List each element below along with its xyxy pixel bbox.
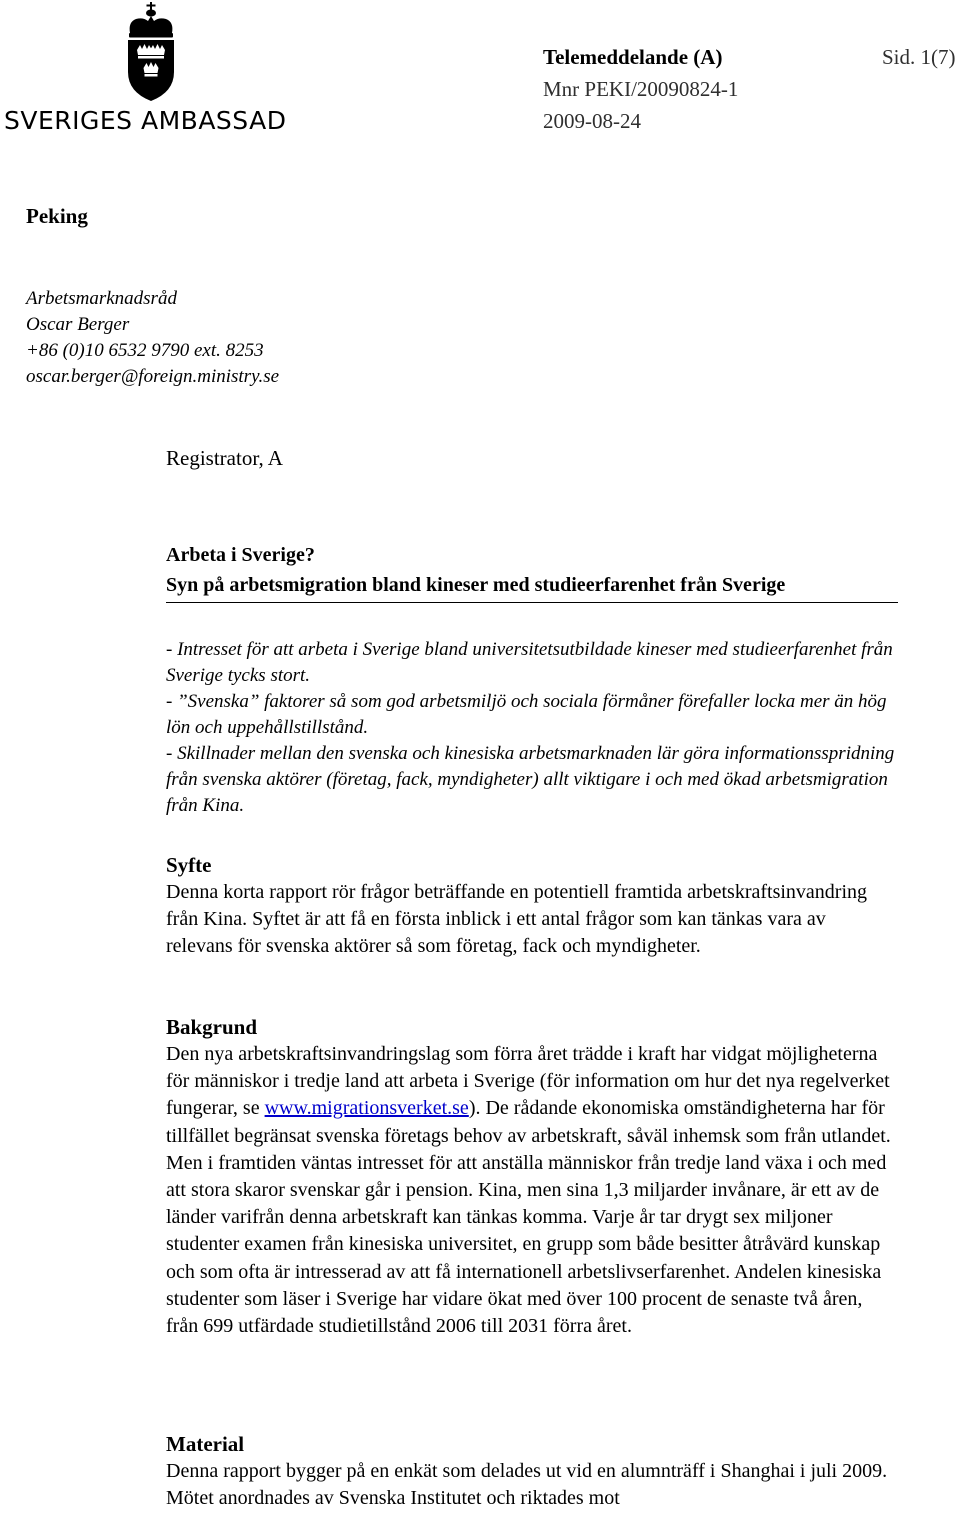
section-body: [166, 1041, 896, 1340]
section-bakgrund: [166, 1014, 896, 1340]
section-heading: Syfte: [166, 853, 212, 877]
section-body: Denna korta rapport rör frågor beträffande en potentiell framtida arbetskraftsinvandring från Kina. Syftet är att få en första inblick i ett antal frågor som kan tänkas vara av relevans för svenska aktörer så som företag, fack och myndigheter.: [166, 881, 868, 958]
subject-line-2: Syn på arbetsmigration bland kineser med studieerfarenhet från Sverige: [166, 574, 786, 596]
sender-location: Peking: [26, 204, 88, 228]
contact-phone: +86 (0)10 6532 9790 ext. 8253: [26, 340, 264, 361]
page-number: Sid. 1(7): [882, 45, 956, 69]
logo-text: SVERIGES AMBASSAD: [4, 106, 287, 135]
section-body: Denna rapport bygger på en enkät som delades ut vid en alumnträff i Shanghai i juli 2009. Mötet anordnades av Svenska Institutet och riktades mot: [166, 1460, 888, 1510]
document-type: Telemeddelande (A): [543, 45, 723, 69]
contact-name: Oscar Berger: [26, 314, 130, 335]
document-date: 2009-08-24: [543, 109, 641, 133]
section-material: [166, 1431, 896, 1512]
subject: [166, 540, 898, 603]
section-syfte: [166, 852, 896, 961]
subject-line-1: Arbeta i Sverige?: [166, 544, 315, 566]
body-text: ). De rådande ekonomiska omständigheterna har för tillfället begränsat svenska företags behov av arbetskraft, såväl inhemsk som från utlandet. Men i framtiden väntas intresset för att anställa människor från tredje land växa i och med att stora skaror svenskar går i pension. Kina, men sina 1,3 miljarder invånare, är ett av de länder varifrån denna arbetskraft kan tänkas komma. Varje år tar drygt sex miljoner studenter examen från kinesiska universitet, en grupp som både besitter åtråvärd kunskap och som ofta är intresserad av att få internationell arbetslivserfarenhet. Andelen kinesiska studenter som läser i Sverige har vidare ökat med över 100 procent de senaste två åren, från 699 utfärdade studietillstånd 2006 till 2031 förra året.: [166, 1097, 891, 1338]
section-heading: Bakgrund: [166, 1015, 258, 1039]
recipient: Registrator, A: [166, 446, 283, 470]
sender-contact: [26, 286, 279, 390]
reference-number: Mnr PEKI/20090824-1: [543, 77, 739, 101]
body-text: Den nya arbetskraftsinvandringslag som förra året trädde i kraft har vidgat möjligheterna för människor i tredje land att arbeta i Sverige (för information om hur det nya regelverket fungerar, se: [166, 1043, 890, 1120]
contact-email: oscar.berger@foreign.ministry.se: [26, 366, 280, 387]
summary-item: - Skillnader mellan den svenska och kinesiska arbetsmarknaden lär göra informationsspridning från svenska aktörer (företag, fack, myndigheter) allt viktigare i och med ökad arbetsmigration från Kina.: [166, 743, 895, 816]
summary-item: - ”Svenska” faktorer så som god arbetsmiljö och sociala förmåner förefaller locka mer än hög lön och uppehållstillstånd.: [166, 691, 887, 738]
summary: [166, 637, 896, 819]
migrationsverket-link[interactable]: www.migrationsverket.se: [264, 1097, 469, 1120]
summary-item: - Intresset för att arbeta i Sverige bland universitetsutbildade kineser med studieerfarenhet från Sverige tycks stort.: [166, 639, 893, 686]
swedish-crown-shield-icon: [0, 0, 310, 106]
contact-title: Arbetsmarknadsråd: [26, 288, 177, 309]
section-heading: Material: [166, 1432, 245, 1456]
